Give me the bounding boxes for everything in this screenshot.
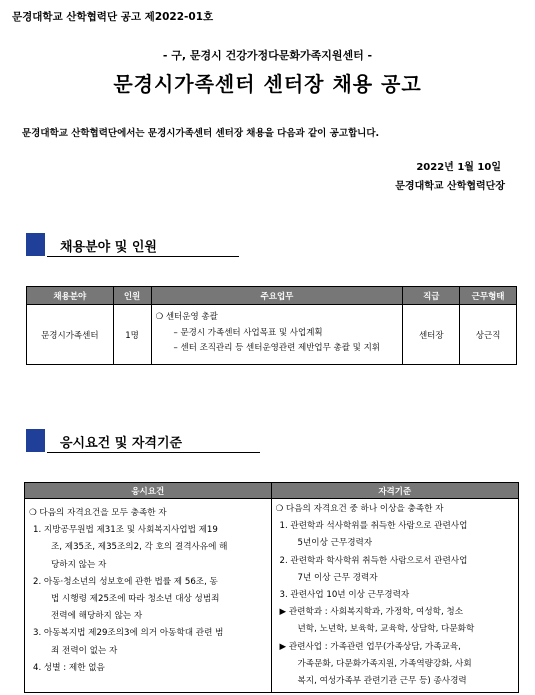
- section2-underline: [47, 452, 260, 453]
- req-line: 법 시행령 제25조에 따라 청소년 대상 성범죄: [51, 594, 220, 605]
- qual-line: 2. 관련학과 학사학위 취득한 사람으로서 관련사업: [279, 555, 468, 566]
- col-header-requirements: 응시요건: [25, 483, 272, 499]
- signer: 문경대학교 산학협력단장: [395, 181, 505, 192]
- cell-duties: [151, 305, 403, 365]
- section2-title: 응시요건 및 자격기준: [60, 436, 183, 451]
- qual-line: 가족문화, 다문화가족지원, 가족역량강화, 사회: [297, 658, 472, 669]
- req-line: 당하지 않는 자: [51, 559, 107, 570]
- section1-underline: [47, 256, 239, 257]
- qual-line: ▶ 관련사업 : 가족관련 업무(가족상담, 가족교육,: [279, 641, 461, 652]
- notice-date: 2022년 1월 10일: [416, 162, 501, 173]
- qual-line: 복지, 여성가족부 관련기관 근무 등) 종사경력: [297, 676, 467, 687]
- table-header-row: [25, 483, 519, 499]
- requirements-table: [24, 482, 519, 693]
- section1-marker: [26, 233, 45, 256]
- table-row: [27, 305, 517, 365]
- col-header-count: 인원: [113, 287, 151, 305]
- qual-line: 1. 관련학과 석사학위를 취득한 사람으로 관련사업: [279, 521, 468, 532]
- req-line: 조, 제35조, 제35조의2, 각 호의 결격사유에 해: [51, 542, 228, 553]
- qual-line: 년학, 노년학, 보육학, 교육학, 상담학, 다문화학: [297, 624, 475, 635]
- req-line: 2. 아동·청소년의 성보호에 관한 법률 제 56조, 동: [33, 576, 218, 587]
- req-line: 죄 전력이 없는 자: [51, 645, 118, 656]
- req-line: 전력에 해당하지 않는 자: [51, 611, 143, 622]
- cell-type: 상근직: [460, 305, 517, 365]
- qual-line: 5년이상 근무경력자: [297, 538, 373, 549]
- section2-marker: [26, 429, 45, 452]
- qual-line: 7년 이상 근무 경력자: [297, 572, 378, 583]
- duty-line: – 센터 조직관리 등 센터운영관련 제반업무 총괄 및 지휘: [173, 343, 381, 353]
- page-title: 문경시가족센터 센터장 채용 공고: [113, 72, 422, 96]
- cell-qualifications: [271, 499, 519, 693]
- doc-number: 문경대학교 산학협력단 공고 제2022-01호: [12, 11, 214, 23]
- recruitment-table: [26, 286, 517, 365]
- cell-field: 문경시가족센터: [27, 305, 114, 365]
- req-line: 1. 지방공무원법 제31조 및 사회복지사업법 제19: [33, 525, 218, 536]
- table-header-row: [27, 287, 517, 305]
- duty-line: ❍ 센터운영 총괄: [155, 312, 218, 322]
- req-line: 3. 아동복지법 제29조의3에 의거 아동학대 관련 범: [33, 628, 224, 639]
- duty-line: – 문경시 가족센터 사업목표 및 사업계획: [173, 327, 323, 338]
- cell-count: 1명: [113, 305, 151, 365]
- col-header-duties: 주요업무: [151, 287, 403, 305]
- col-header-qualifications: 자격기준: [271, 483, 519, 499]
- req-line: 4. 성별 : 제한 없음: [33, 662, 105, 673]
- table-row: [25, 499, 519, 693]
- req-line: ❍ 다음의 자격요건을 모두 충족한 자: [29, 508, 167, 518]
- intro-text: 문경대학교 산학협력단에서는 문경시가족센터 센터장 채용을 다음과 같이 공고합니다.: [22, 128, 380, 139]
- section1-title: 채용분야 및 인원: [60, 240, 157, 255]
- col-header-type: 근무형태: [460, 287, 517, 305]
- col-header-field: 채용분야: [27, 287, 114, 305]
- subtitle: - 구, 문경시 건강가정다문화가족지원센터 -: [162, 49, 373, 62]
- qual-line: 3. 관련사업 10년 이상 근무경력자: [279, 590, 410, 601]
- cell-requirements: [25, 499, 272, 693]
- qual-line: ▶ 관련학과 : 사회복지학과, 가정학, 여성학, 청소: [279, 607, 464, 618]
- qual-line: ❍ 다음의 자격요건 중 하나 이상을 충족한 자: [275, 504, 444, 514]
- col-header-rank: 직급: [403, 287, 460, 305]
- cell-rank: 센터장: [403, 305, 460, 365]
